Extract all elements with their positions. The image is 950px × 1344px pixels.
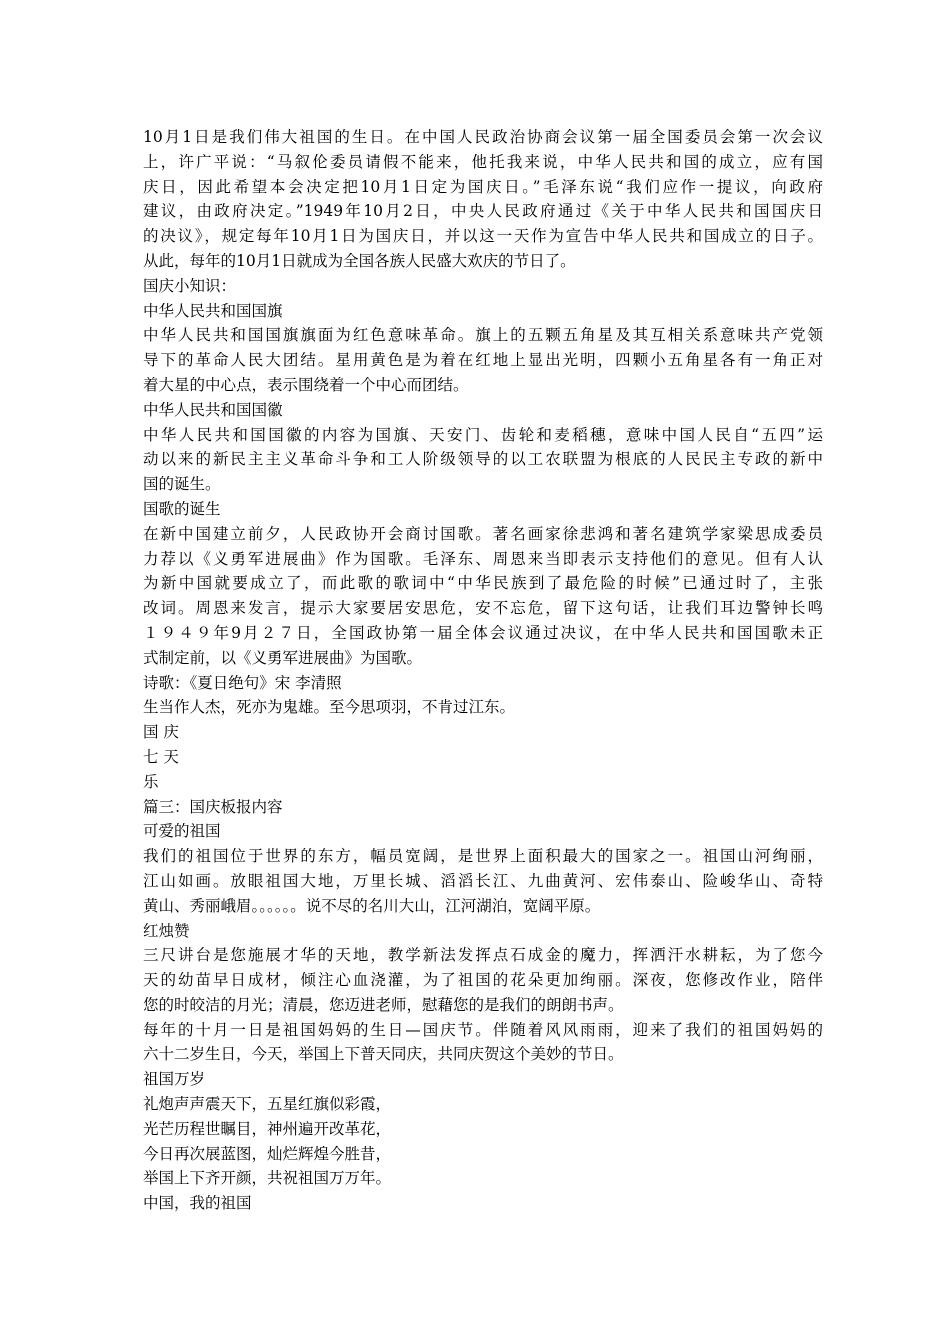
text-line: 六十二岁生日，今天，举国上下普天同庆，共同庆贺这个美妙的节日。 [143, 1045, 624, 1064]
text-line: 中华人民共和国国徽 [143, 400, 283, 419]
text-line: 国 庆 [143, 723, 179, 742]
text-line: 可爱的祖国 [143, 822, 221, 841]
text-line: 礼炮声声震天下，五星红旗似彩霞， [143, 1095, 392, 1114]
text-line: 中华人民共和国国徽的内容为国旗、天安门、齿轮和麦稻穗，意味中国人民自“五四”运 [143, 425, 823, 444]
text-line: 国歌的诞生 [143, 499, 221, 518]
text-line: 中华人民共和国国旗 [143, 301, 283, 320]
text-line: 国庆小知识： [143, 276, 237, 295]
text-line: 乐 [143, 772, 159, 791]
text-line: 为新中国就要成立了，而此歌的歌词中“中华民族到了最危险的时候”已通过时了，主张 [143, 574, 823, 593]
document-page [143, 125, 823, 1216]
text-line: 式制定前，以《义勇军进展曲》为国歌。 [143, 648, 423, 667]
text-line: 中国，我的祖国 [143, 1194, 252, 1213]
text-line: 改词。周恩来发言，提示大家要居安思危，安不忘危，留下这句话，让我们耳边警钟长鸣 [143, 599, 823, 618]
text-line: 着大星的中心点，表示围绕着一个中心而团结。 [143, 375, 469, 394]
text-line: 篇三：国庆板报内容 [143, 797, 283, 816]
text-line: 每年的十月一日是祖国妈妈的生日—国庆节。伴随着风风雨雨，迎来了我们的祖国妈妈的 [143, 1020, 823, 1039]
text-line: 的决议》，规定每年10月1日为国庆日，并以这一天作为宣告中华人民共和国成立的日子。 [143, 227, 823, 246]
text-line: 光芒历程世瞩目，神州遍开改革花， [143, 1119, 392, 1138]
text-line: 祖国万岁 [143, 1070, 206, 1089]
text-line: 诗歌：《夏日绝句》宋 李清照 [143, 673, 342, 692]
text-line: 上，许广平说：“马叙伦委员请假不能来，他托我来说，中华人民共和国的成立，应有国 [143, 152, 823, 171]
text-line: 您的时皎洁的月光；清晨，您迈进老师，慰藉您的是我们的朗朗书声。 [143, 995, 624, 1014]
text-line: 黄山、秀丽峨眉。。。。。。说不尽的名川大山，江河湖泊，宽阔平原。 [143, 896, 601, 915]
text-line: 天的幼苗早日成材，倾注心血浇灌，为了祖国的花朵更加绚丽。深夜，您修改作业，陪伴 [143, 971, 823, 990]
text-line: 庆日，因此希望本会决定把10月1日定为国庆日。”毛泽东说“我们应作一提议，向政府 [143, 177, 823, 196]
text-line: 国的诞生。 [143, 475, 221, 494]
text-line: 10月1日是我们伟大祖国的生日。在中国人民政治协商会议第一届全国委员会第一次会议 [143, 128, 823, 146]
text-line: 今日再次展蓝图，灿烂辉煌今胜昔， [143, 1144, 392, 1163]
text-line: 力荐以《义勇军进展曲》作为国歌。毛泽东、周恩来当即表示支持他们的意见。但有人认 [143, 549, 823, 568]
text-line: 生当作人杰，死亦为鬼雄。至今思项羽，不肯过江东。 [143, 698, 516, 717]
text-line: １９４９年9月２７日，全国政协第一届全体会议通过决议，在中华人民共和国国歌未正 [143, 623, 823, 642]
text-line: 从此，每年的10月1日就成为全国各族人民盛大欢庆的节日了。 [143, 251, 576, 270]
text-line: 导下的革命人民大团结。星用黄色是为着在红地上显出光明，四颗小五角星各有一角正对 [143, 351, 823, 370]
text-line: 七 天 [143, 747, 179, 766]
text-line: 江山如画。放眼祖国大地，万里长城、滔滔长江、九曲黄河、宏伟泰山、险峻华山、奇特 [143, 871, 823, 890]
text-line: 中华人民共和国国旗旗面为红色意味革命。旗上的五颗五角星及其互相关系意味共产党领 [143, 326, 823, 345]
text-line: 我们的祖国位于世界的东方，幅员宽阔，是世界上面积最大的国家之一。祖国山河绚丽， [143, 847, 823, 866]
text-line: 动以来的新民主主义革命斗争和工人阶级领导的以工农联盟为根底的人民民主专政的新中 [143, 450, 823, 469]
text-line: 建议，由政府决定。”1949年10月2日，中央人民政府通过《关于中华人民共和国国庆日 [143, 202, 823, 221]
text-line: 举国上下齐开颜，共祝祖国万万年。 [143, 1169, 392, 1188]
text-line: 红烛赞 [143, 921, 190, 940]
text-line: 三尺讲台是您施展才华的天地，教学新法发挥点石成金的魔力，挥洒汗水耕耘，为了您今 [143, 946, 823, 965]
text-line: 在新中国建立前夕，人民政协开会商讨国歌。著名画家徐悲鸿和著名建筑学家梁思成委员 [143, 524, 823, 543]
